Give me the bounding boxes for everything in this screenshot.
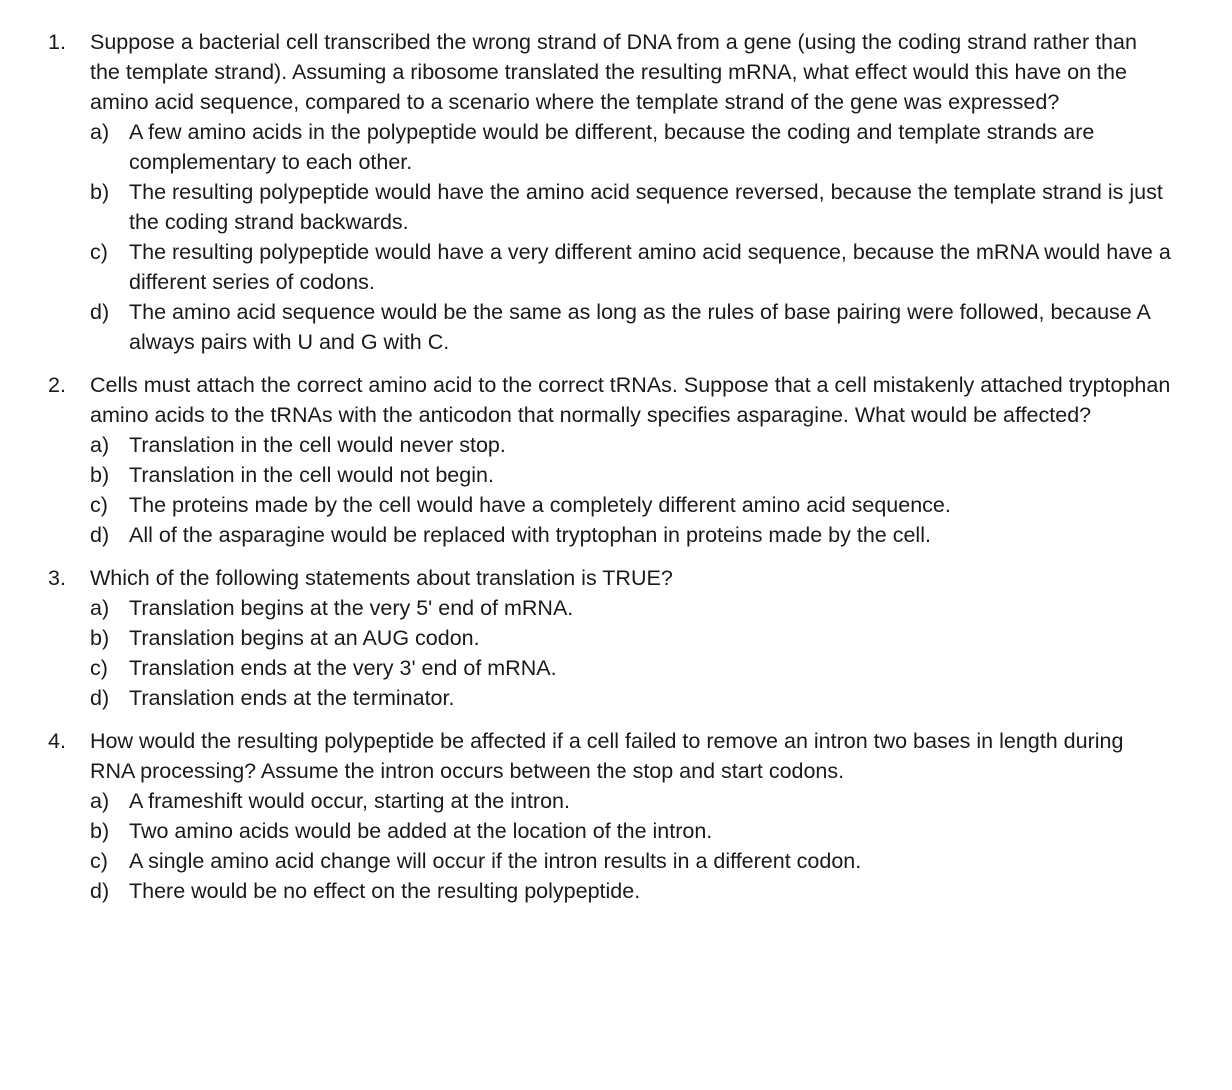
answer-option-c xyxy=(90,490,1172,520)
question-3 xyxy=(0,563,1232,713)
option-letter: b) xyxy=(90,626,110,650)
option-text: A frameshift would occur, starting at the intron. xyxy=(129,789,570,813)
option-letter: a) xyxy=(90,120,110,144)
option-letter: c) xyxy=(90,240,108,264)
option-text: Translation in the cell would not begin. xyxy=(129,463,494,487)
question-2 xyxy=(0,370,1232,550)
question-number: 2. xyxy=(48,373,66,397)
option-letter: b) xyxy=(90,463,110,487)
option-letter: c) xyxy=(90,849,108,873)
option-text: Translation ends at the terminator. xyxy=(129,686,455,710)
option-letter: d) xyxy=(90,523,110,547)
option-text: The resulting polypeptide would have a very different amino acid sequence, because the mRNA would have a different series of codons. xyxy=(129,240,1171,294)
question-1 xyxy=(0,27,1232,357)
option-letter: a) xyxy=(90,433,110,457)
option-text: The amino acid sequence would be the same as long as the rules of base pairing were followed, because A always pairs with U and G with C. xyxy=(129,300,1150,354)
option-letter: d) xyxy=(90,686,110,710)
answer-option-a xyxy=(90,786,1172,816)
option-text: The resulting polypeptide would have the amino acid sequence reversed, because the template strand is just the coding strand backwards. xyxy=(129,180,1163,234)
question-text: Suppose a bacterial cell transcribed the wrong strand of DNA from a gene (using the coding strand rather than the template strand). Assuming a ribosome translated the resulting mRNA, what effect would this have on the amino acid sequence, compared to a scenario where the template strand of the gene was expressed? xyxy=(90,30,1137,114)
question-number: 3. xyxy=(48,566,66,590)
answer-options xyxy=(90,117,1172,357)
answer-options xyxy=(90,786,1172,906)
question-text: How would the resulting polypeptide be affected if a cell failed to remove an intron two bases in length during RNA processing? Assume the intron occurs between the stop and start codons. xyxy=(90,729,1124,783)
answer-option-d xyxy=(90,876,1172,906)
option-text: Translation begins at an AUG codon. xyxy=(129,626,480,650)
question-4 xyxy=(0,726,1232,906)
option-letter: a) xyxy=(90,789,110,813)
answer-option-d xyxy=(90,520,1172,550)
answer-option-c xyxy=(90,237,1172,297)
option-text: Two amino acids would be added at the location of the intron. xyxy=(129,819,713,843)
question-sheet xyxy=(0,27,1232,919)
option-letter: b) xyxy=(90,819,110,843)
option-text: Translation begins at the very 5' end of mRNA. xyxy=(129,596,574,620)
option-letter: d) xyxy=(90,879,110,903)
answer-option-d xyxy=(90,683,1172,713)
option-text: Translation ends at the very 3' end of mRNA. xyxy=(129,656,557,680)
option-text: A single amino acid change will occur if the intron results in a different codon. xyxy=(129,849,862,873)
answer-option-c xyxy=(90,653,1172,683)
option-letter: c) xyxy=(90,493,108,517)
option-letter: a) xyxy=(90,596,110,620)
answer-option-a xyxy=(90,117,1172,177)
question-text: Cells must attach the correct amino acid to the correct tRNAs. Suppose that a cell mistakenly attached tryptophan amino acids to the tRNAs with the anticodon that normally specifies asparagine. What would be affected? xyxy=(90,373,1171,427)
option-text: Translation in the cell would never stop. xyxy=(129,433,506,457)
answer-option-a xyxy=(90,593,1172,623)
answer-option-b xyxy=(90,816,1172,846)
answer-option-c xyxy=(90,846,1172,876)
answer-option-b xyxy=(90,177,1172,237)
question-number: 4. xyxy=(48,729,66,753)
question-number: 1. xyxy=(48,30,66,54)
option-letter: c) xyxy=(90,656,108,680)
option-letter: d) xyxy=(90,300,110,324)
option-letter: b) xyxy=(90,180,110,204)
option-text: A few amino acids in the polypeptide would be different, because the coding and template strands are complementary to each other. xyxy=(129,120,1095,174)
answer-option-d xyxy=(90,297,1172,357)
answer-option-b xyxy=(90,460,1172,490)
answer-option-b xyxy=(90,623,1172,653)
option-text: All of the asparagine would be replaced with tryptophan in proteins made by the cell. xyxy=(129,523,931,547)
question-text: Which of the following statements about translation is TRUE? xyxy=(90,566,673,590)
option-text: There would be no effect on the resulting polypeptide. xyxy=(129,879,641,903)
answer-options xyxy=(90,430,1172,550)
answer-option-a xyxy=(90,430,1172,460)
option-text: The proteins made by the cell would have a completely different amino acid sequence. xyxy=(129,493,951,517)
answer-options xyxy=(90,593,1172,713)
